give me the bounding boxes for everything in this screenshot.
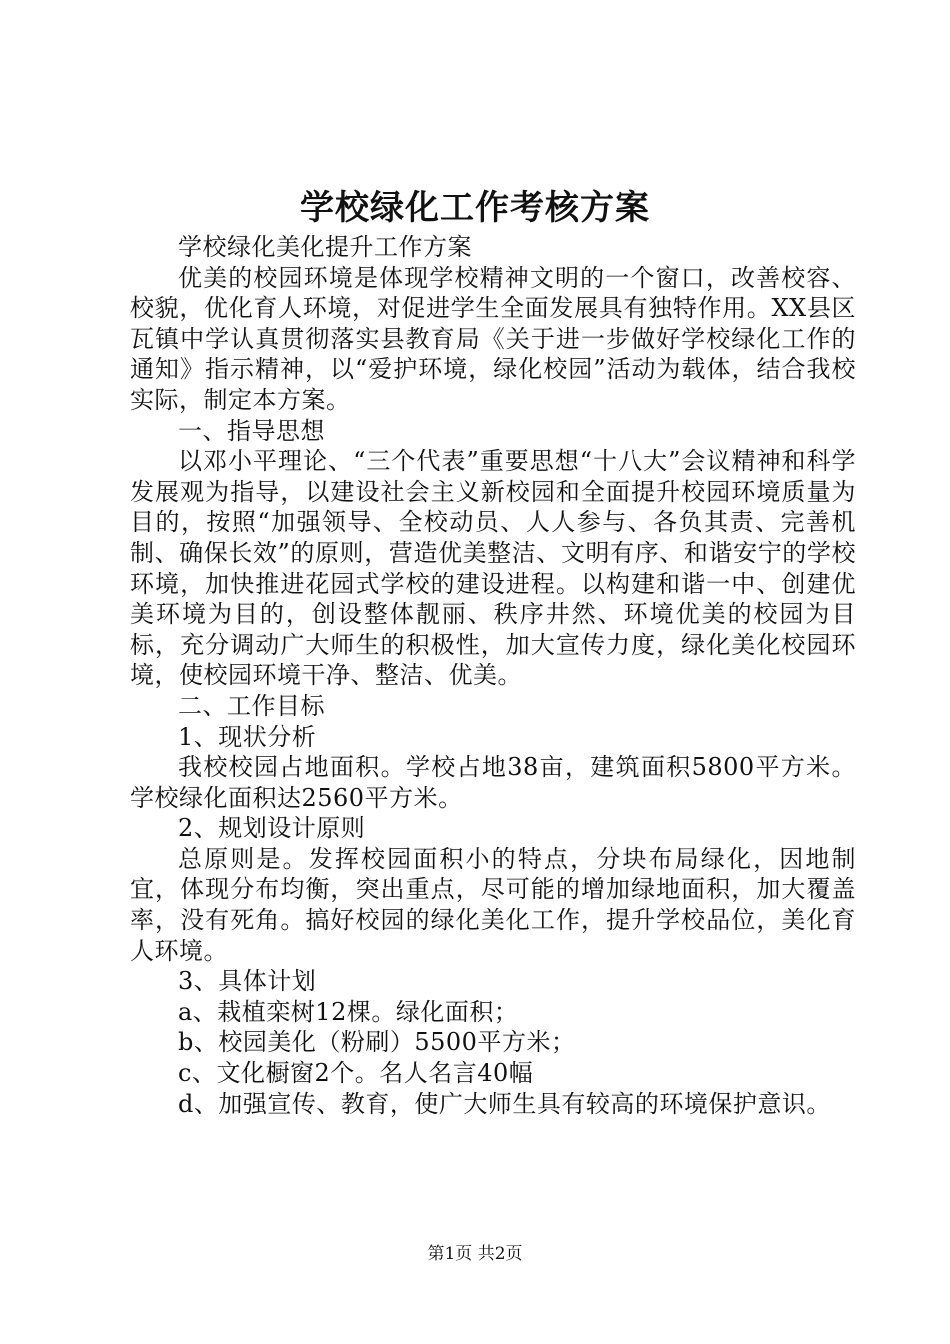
paragraph-guiding-thought: 以邓小平理论、“三个代表”重要思想“十八大”会议精神和科学发展观为指导，以建设社会主义新校园和全面提升校园环境质量为目的，按照“加强领导、全校动员、人人参与、各负其责、完善机制、确保长效”的原则，营造优美整洁、文明有序、和谐安宁的学校环境，加快推进花园式学校的建设进程。以构建和谐一中、创建优美环境为目的，创设整体靓丽、秩序井然、环境优美的校园为目标，充分调动广大师生的积极性，加大宣传力度，绿化美化校园环境，使校园环境干净、整洁、优美。 [130, 447, 856, 690]
paragraph-status-analysis: 我校校园占地面积。学校占地38亩，建筑面积5800平方米。学校绿化面积达2560平方米。 [130, 753, 856, 812]
plan-item-b: b、校园美化（粉刷）5500平方米； [178, 1028, 576, 1057]
plan-item-c: c、文化橱窗2个。名人名言40幅 [178, 1059, 534, 1088]
paragraph-intro: 优美的校园环境是体现学校精神文明的一个窗口，改善校容、校貌，优化育人环境，对促进学生全面发展具有独特作用。XX县区瓦镇中学认真贯彻落实县教育局《关于进一步做好学校绿化工作的通知》指示精神，以“爱护环境，绿化校园”活动为载体，结合我校实际，制定本方案。 [130, 263, 856, 414]
plan-item-d: d、加强宣传、教育，使广大师生具有较高的环境保护意识。 [178, 1089, 831, 1118]
page-title: 学校绿化工作考核方案 [300, 188, 650, 228]
subheading-design-principles: 2、规划设计原则 [178, 814, 366, 843]
section-heading-work-goals: 二、工作目标 [178, 691, 325, 720]
document-body [130, 232, 856, 1119]
plan-item-a: a、栽植栾树12棵。绿化面积； [178, 997, 519, 1026]
page-footer: 第1页 共2页 [427, 1244, 523, 1264]
subheading-specific-plan: 3、具体计划 [178, 967, 317, 996]
paragraph-design-principles: 总原则是。发挥校园面积小的特点，分块布局绿化，因地制宜，体现分布均衡，突出重点，尽可能的增加绿地面积，加大覆盖率，没有死角。搞好校园的绿化美化工作，提升学校品位，美化育人环境。 [130, 844, 856, 965]
subheading-status-analysis: 1、现状分析 [178, 722, 317, 751]
section-heading-guiding-thought: 一、指导思想 [178, 416, 325, 445]
subtitle: 学校绿化美化提升工作方案 [178, 233, 472, 261]
